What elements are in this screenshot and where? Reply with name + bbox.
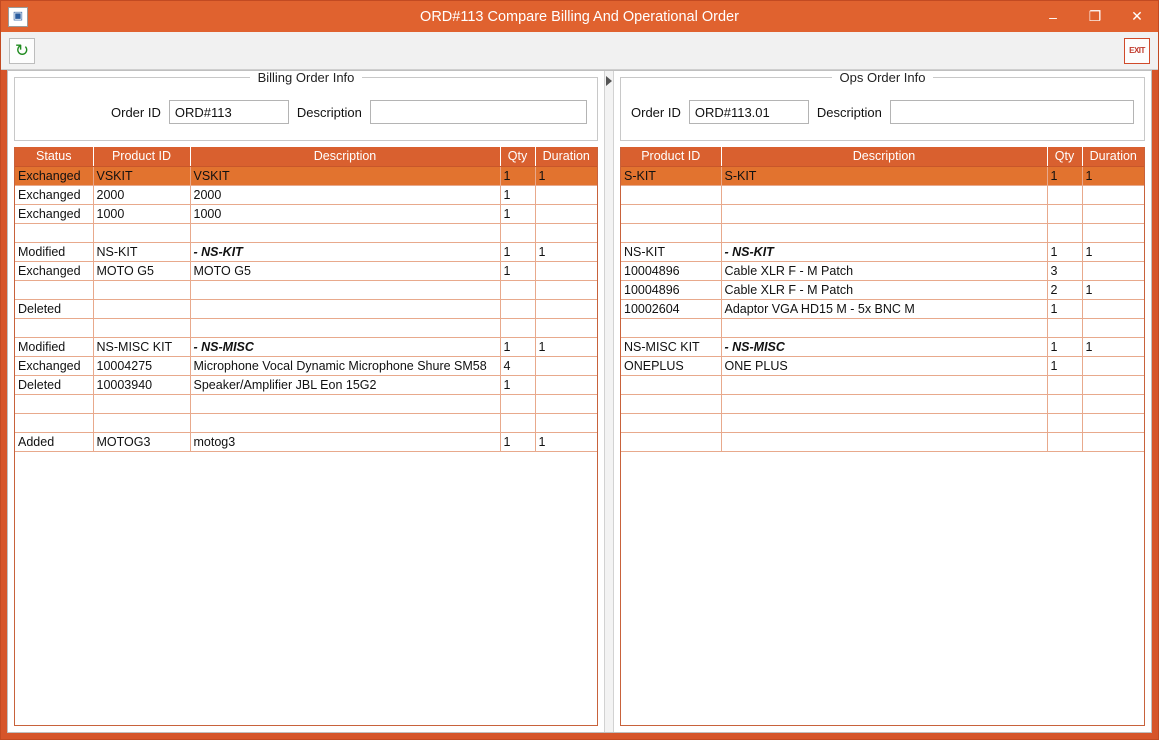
ops-group-title-text: Ops Order Info — [832, 71, 934, 85]
ops-cell-duration[interactable]: 1 — [1082, 337, 1144, 356]
ops-cell-duration[interactable]: 1 — [1082, 242, 1144, 261]
ops-cell-product-id[interactable]: NS-KIT — [621, 242, 721, 261]
billing-cell-product-id[interactable]: 2000 — [93, 185, 190, 204]
table-row[interactable] — [621, 204, 1144, 223]
billing-cell-status[interactable]: Exchanged — [15, 356, 93, 375]
billing-cell-duration[interactable] — [535, 394, 597, 413]
billing-cell-qty[interactable]: 1 — [500, 432, 535, 451]
billing-description-label: Description — [296, 104, 362, 120]
billing-cell-product-id[interactable]: NS-KIT — [93, 242, 190, 261]
table-row[interactable] — [621, 299, 1144, 318]
billing-group-title — [15, 71, 597, 85]
billing-cell-duration[interactable]: 1 — [535, 432, 597, 451]
billing-cell-status[interactable]: Deleted — [15, 375, 93, 394]
billing-cell-description[interactable] — [190, 280, 500, 299]
ops-cell-qty[interactable] — [1047, 223, 1082, 242]
ops-cell-product-id[interactable]: S-KIT — [621, 166, 721, 185]
ops-order-table-wrap — [620, 147, 1145, 726]
table-row[interactable] — [15, 318, 597, 337]
table-row[interactable] — [621, 394, 1144, 413]
table-row[interactable] — [15, 356, 597, 375]
billing-cell-status[interactable] — [15, 318, 93, 337]
ops-cell-duration[interactable] — [1082, 204, 1144, 223]
billing-cell-qty[interactable]: 1 — [500, 261, 535, 280]
ops-col-duration[interactable]: Duration — [1082, 147, 1144, 166]
billing-cell-status[interactable] — [15, 223, 93, 242]
ops-cell-duration[interactable] — [1082, 413, 1144, 432]
billing-cell-duration[interactable] — [535, 413, 597, 432]
maximize-button[interactable]: ❐ — [1088, 8, 1102, 24]
ops-cell-description[interactable] — [721, 375, 1047, 394]
ops-order-table — [621, 147, 1144, 452]
ops-col-product-id[interactable]: Product ID — [621, 147, 721, 166]
ops-cell-product-id[interactable]: 10004896 — [621, 280, 721, 299]
billing-group-title-text: Billing Order Info — [250, 71, 363, 85]
toolbar — [1, 32, 1158, 70]
billing-table-body — [15, 166, 597, 451]
billing-cell-status[interactable]: Exchanged — [15, 185, 93, 204]
billing-cell-product-id[interactable] — [93, 299, 190, 318]
billing-cell-description[interactable] — [190, 394, 500, 413]
ops-cell-description[interactable]: Adaptor VGA HD15 M - 5x BNC M — [721, 299, 1047, 318]
ops-cell-product-id[interactable] — [621, 413, 721, 432]
billing-cell-qty[interactable]: 4 — [500, 356, 535, 375]
billing-cell-qty[interactable] — [500, 299, 535, 318]
ops-cell-product-id[interactable]: 10002604 — [621, 299, 721, 318]
table-row[interactable] — [621, 261, 1144, 280]
billing-cell-status[interactable] — [15, 413, 93, 432]
close-button[interactable]: ✕ — [1116, 1, 1158, 32]
billing-cell-duration[interactable] — [535, 204, 597, 223]
table-row[interactable] — [621, 432, 1144, 451]
ops-order-id-input[interactable]: ORD#113.01 — [689, 100, 809, 124]
table-row[interactable] — [621, 337, 1144, 356]
billing-cell-description[interactable]: Speaker/Amplifier JBL Eon 15G2 — [190, 375, 500, 394]
table-row[interactable] — [15, 280, 597, 299]
billing-order-id-label: Order ID — [111, 104, 161, 120]
billing-cell-product-id[interactable]: 1000 — [93, 204, 190, 223]
minimize-button[interactable]: – — [1049, 8, 1057, 25]
billing-cell-description[interactable] — [190, 299, 500, 318]
window-controls — [1032, 1, 1158, 32]
ops-table-body — [621, 166, 1144, 451]
billing-table-header — [15, 147, 597, 166]
ops-cell-product-id[interactable]: NS-MISC KIT — [621, 337, 721, 356]
table-row[interactable] — [621, 413, 1144, 432]
ops-cell-qty[interactable] — [1047, 204, 1082, 223]
splitter-arrow-icon[interactable] — [606, 76, 612, 86]
ops-cell-duration[interactable]: 1 — [1082, 166, 1144, 185]
billing-cell-duration[interactable] — [535, 299, 597, 318]
billing-cell-status[interactable]: Added — [15, 432, 93, 451]
table-row[interactable] — [621, 185, 1144, 204]
billing-cell-description[interactable]: MOTO G5 — [190, 261, 500, 280]
ops-description-label: Description — [816, 104, 882, 120]
billing-cell-qty[interactable]: 1 — [500, 337, 535, 356]
billing-cell-status[interactable] — [15, 280, 93, 299]
ops-cell-description[interactable]: Cable XLR F - M Patch — [721, 280, 1047, 299]
ops-cell-product-id[interactable] — [621, 204, 721, 223]
ops-cell-duration[interactable]: 1 — [1082, 280, 1144, 299]
billing-form-row — [25, 100, 587, 124]
ops-cell-description[interactable] — [721, 318, 1047, 337]
ops-cell-duration[interactable] — [1082, 318, 1144, 337]
billing-cell-duration[interactable] — [535, 185, 597, 204]
table-row[interactable] — [15, 223, 597, 242]
pane-splitter[interactable] — [604, 71, 614, 732]
ops-cell-description[interactable] — [721, 223, 1047, 242]
billing-cell-status[interactable]: Deleted — [15, 299, 93, 318]
billing-cell-description[interactable] — [190, 318, 500, 337]
ops-cell-description[interactable] — [721, 185, 1047, 204]
billing-order-pane — [8, 71, 604, 732]
ops-cell-product-id[interactable] — [621, 394, 721, 413]
billing-cell-description[interactable]: 2000 — [190, 185, 500, 204]
ops-col-description[interactable]: Description — [721, 147, 1047, 166]
billing-cell-qty[interactable]: 1 — [500, 166, 535, 185]
ops-cell-product-id[interactable]: 10004896 — [621, 261, 721, 280]
window-title: ORD#113 Compare Billing And Operational Order — [420, 8, 739, 25]
billing-cell-description[interactable]: - NS-MISC — [190, 337, 500, 356]
billing-cell-qty[interactable]: 1 — [500, 242, 535, 261]
ops-cell-product-id[interactable] — [621, 318, 721, 337]
billing-cell-qty[interactable] — [500, 413, 535, 432]
billing-cell-product-id[interactable] — [93, 223, 190, 242]
ops-cell-qty[interactable]: 3 — [1047, 261, 1082, 280]
table-row[interactable] — [621, 375, 1144, 394]
billing-cell-description[interactable] — [190, 223, 500, 242]
billing-col-status[interactable]: Status — [15, 147, 93, 166]
ops-cell-qty[interactable] — [1047, 432, 1082, 451]
ops-cell-qty[interactable] — [1047, 318, 1082, 337]
ops-cell-qty[interactable]: 1 — [1047, 166, 1082, 185]
table-row[interactable] — [621, 223, 1144, 242]
ops-table-header — [621, 147, 1144, 166]
table-row[interactable] — [621, 166, 1144, 185]
ops-cell-product-id[interactable]: ONEPLUS — [621, 356, 721, 375]
ops-cell-description[interactable]: ONE PLUS — [721, 356, 1047, 375]
billing-cell-duration[interactable]: 1 — [535, 242, 597, 261]
billing-cell-status[interactable]: Modified — [15, 337, 93, 356]
billing-cell-status[interactable]: Modified — [15, 242, 93, 261]
ops-cell-qty[interactable]: 1 — [1047, 299, 1082, 318]
ops-cell-description[interactable]: - NS-MISC — [721, 337, 1047, 356]
billing-order-table-wrap — [14, 147, 598, 726]
ops-form-row — [631, 100, 1134, 124]
billing-cell-description[interactable] — [190, 413, 500, 432]
billing-order-info-group — [14, 71, 598, 141]
ops-cell-duration[interactable] — [1082, 375, 1144, 394]
billing-cell-duration[interactable] — [535, 375, 597, 394]
table-row[interactable] — [621, 242, 1144, 261]
ops-cell-duration[interactable] — [1082, 223, 1144, 242]
billing-order-id-input[interactable]: ORD#113 — [169, 100, 289, 124]
ops-order-pane — [614, 71, 1151, 732]
billing-cell-product-id[interactable]: MOTOG3 — [93, 432, 190, 451]
ops-table-empty-area — [621, 452, 1144, 726]
ops-cell-duration[interactable] — [1082, 432, 1144, 451]
billing-cell-duration[interactable]: 1 — [535, 166, 597, 185]
ops-cell-qty[interactable]: 1 — [1047, 337, 1082, 356]
table-row[interactable] — [15, 242, 597, 261]
billing-col-qty[interactable]: Qty — [500, 147, 535, 166]
billing-cell-duration[interactable] — [535, 261, 597, 280]
ops-cell-qty[interactable] — [1047, 413, 1082, 432]
billing-cell-description[interactable]: Microphone Vocal Dynamic Microphone Shure SM58 — [190, 356, 500, 375]
billing-cell-description[interactable]: motog3 — [190, 432, 500, 451]
table-row[interactable] — [15, 204, 597, 223]
exit-icon[interactable]: EXIT — [1124, 38, 1150, 64]
billing-cell-qty[interactable] — [500, 394, 535, 413]
billing-cell-status[interactable]: Exchanged — [15, 166, 93, 185]
table-row[interactable] — [621, 280, 1144, 299]
table-row[interactable] — [15, 413, 597, 432]
billing-col-description[interactable]: Description — [190, 147, 500, 166]
title-bar — [1, 1, 1158, 32]
billing-cell-duration[interactable]: 1 — [535, 337, 597, 356]
table-row[interactable] — [621, 318, 1144, 337]
content-area — [7, 70, 1152, 733]
table-row[interactable] — [15, 432, 597, 451]
table-row[interactable] — [15, 299, 597, 318]
table-row[interactable] — [15, 166, 597, 185]
ops-cell-qty[interactable]: 1 — [1047, 356, 1082, 375]
ops-cell-qty[interactable] — [1047, 375, 1082, 394]
ops-group-title — [621, 71, 1144, 85]
table-row[interactable] — [15, 185, 597, 204]
refresh-icon[interactable]: ↻ — [9, 38, 35, 64]
billing-cell-product-id[interactable]: NS-MISC KIT — [93, 337, 190, 356]
ops-cell-description[interactable] — [721, 394, 1047, 413]
ops-cell-duration[interactable] — [1082, 261, 1144, 280]
ops-cell-duration[interactable] — [1082, 299, 1144, 318]
ops-cell-qty[interactable] — [1047, 185, 1082, 204]
ops-cell-qty[interactable]: 2 — [1047, 280, 1082, 299]
billing-cell-description[interactable]: - NS-KIT — [190, 242, 500, 261]
table-row[interactable] — [621, 356, 1144, 375]
ops-cell-duration[interactable] — [1082, 394, 1144, 413]
ops-cell-description[interactable] — [721, 204, 1047, 223]
ops-cell-product-id[interactable] — [621, 375, 721, 394]
table-row[interactable] — [15, 337, 597, 356]
billing-cell-qty[interactable] — [500, 280, 535, 299]
ops-cell-product-id[interactable] — [621, 432, 721, 451]
billing-cell-product-id[interactable] — [93, 318, 190, 337]
billing-cell-qty[interactable] — [500, 223, 535, 242]
ops-col-qty[interactable]: Qty — [1047, 147, 1082, 166]
billing-cell-product-id[interactable]: VSKIT — [93, 166, 190, 185]
billing-cell-product-id[interactable] — [93, 280, 190, 299]
billing-cell-product-id[interactable]: 10003940 — [93, 375, 190, 394]
ops-cell-description[interactable]: S-KIT — [721, 166, 1047, 185]
ops-cell-product-id[interactable] — [621, 223, 721, 242]
billing-cell-qty[interactable] — [500, 318, 535, 337]
ops-order-id-label: Order ID — [631, 104, 681, 120]
billing-cell-status[interactable]: Exchanged — [15, 204, 93, 223]
billing-cell-status[interactable]: Exchanged — [15, 261, 93, 280]
billing-description-input[interactable] — [370, 100, 587, 124]
app-window-icon: ▣ — [8, 7, 28, 27]
billing-col-product-id[interactable]: Product ID — [93, 147, 190, 166]
ops-cell-description[interactable] — [721, 432, 1047, 451]
billing-cell-duration[interactable] — [535, 356, 597, 375]
billing-cell-duration[interactable] — [535, 318, 597, 337]
ops-cell-duration[interactable] — [1082, 356, 1144, 375]
billing-cell-duration[interactable] — [535, 280, 597, 299]
billing-cell-product-id[interactable] — [93, 394, 190, 413]
table-row[interactable] — [15, 261, 597, 280]
billing-col-duration[interactable]: Duration — [535, 147, 597, 166]
billing-cell-product-id[interactable] — [93, 413, 190, 432]
ops-description-input[interactable] — [890, 100, 1134, 124]
ops-cell-qty[interactable]: 1 — [1047, 242, 1082, 261]
ops-cell-duration[interactable] — [1082, 185, 1144, 204]
billing-cell-qty[interactable]: 1 — [500, 185, 535, 204]
ops-cell-product-id[interactable] — [621, 185, 721, 204]
billing-cell-qty[interactable]: 1 — [500, 375, 535, 394]
billing-cell-description[interactable]: VSKIT — [190, 166, 500, 185]
ops-cell-description[interactable]: Cable XLR F - M Patch — [721, 261, 1047, 280]
billing-cell-description[interactable]: 1000 — [190, 204, 500, 223]
billing-cell-qty[interactable]: 1 — [500, 204, 535, 223]
table-row[interactable] — [15, 375, 597, 394]
billing-cell-duration[interactable] — [535, 223, 597, 242]
billing-cell-status[interactable] — [15, 394, 93, 413]
table-row[interactable] — [15, 394, 597, 413]
billing-order-table — [15, 147, 597, 452]
ops-cell-qty[interactable] — [1047, 394, 1082, 413]
ops-cell-description[interactable] — [721, 413, 1047, 432]
billing-cell-product-id[interactable]: MOTO G5 — [93, 261, 190, 280]
ops-order-info-group — [620, 71, 1145, 141]
billing-table-empty-area — [15, 452, 597, 726]
ops-cell-description[interactable]: - NS-KIT — [721, 242, 1047, 261]
billing-cell-product-id[interactable]: 10004275 — [93, 356, 190, 375]
